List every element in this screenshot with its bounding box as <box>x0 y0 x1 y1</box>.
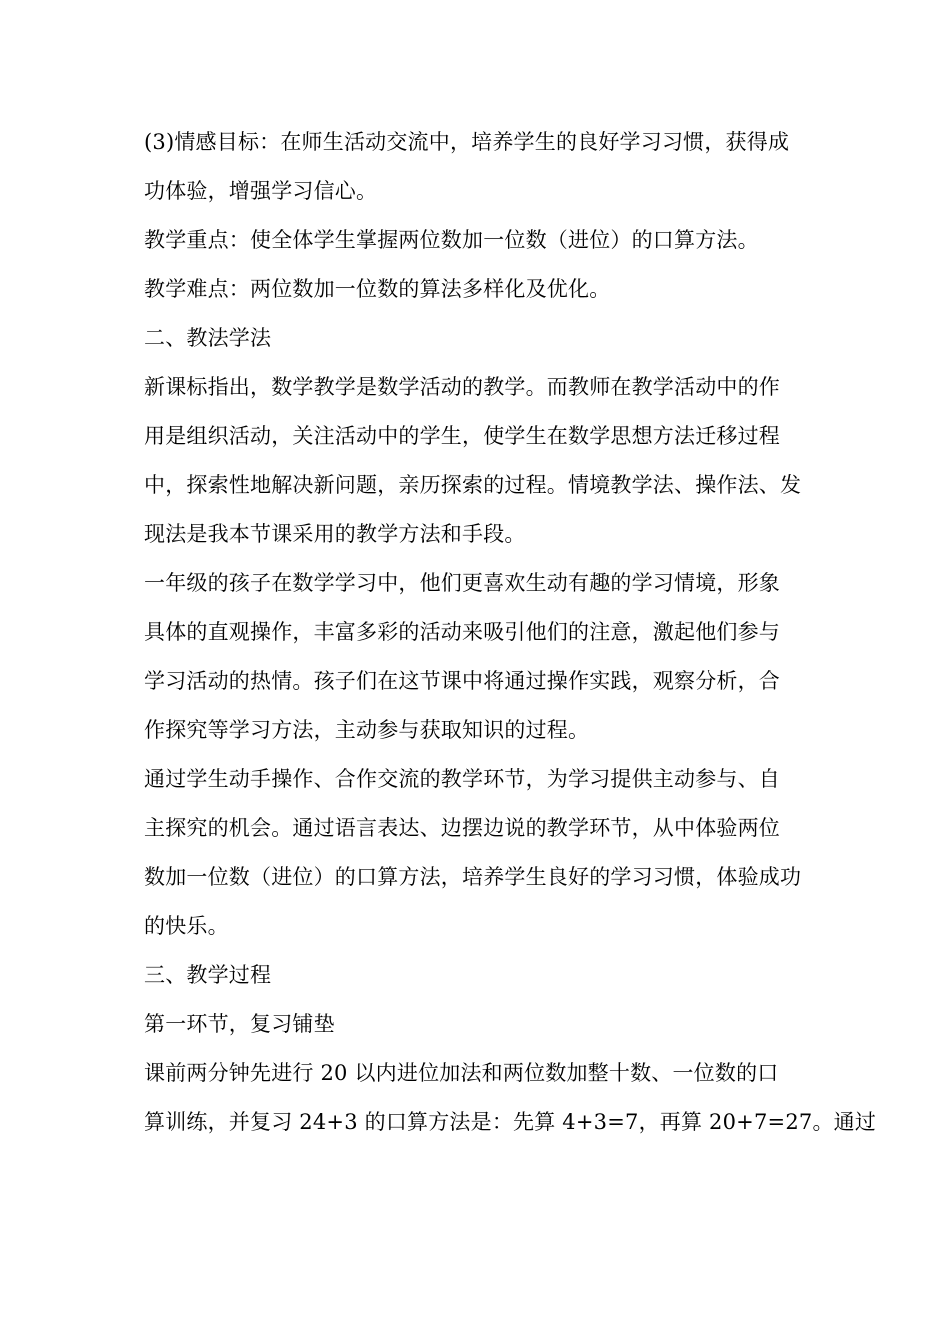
text-line: 课前两分钟先进行 20 以内进位加法和两位数加整十数、一位数的口 <box>144 1061 779 1085</box>
heading-line: 二、教法学法 <box>144 326 272 350</box>
text-line: 教学重点：使全体学生掌握两位数加一位数（进位）的口算方法。 <box>144 228 759 252</box>
step-one-heading <box>144 1000 810 1049</box>
text-line: 教学难点：两位数加一位数的算法多样化及优化。 <box>144 277 611 301</box>
document-page <box>144 118 877 1147</box>
text-line: 具体的直观操作，丰富多彩的活动来吸引他们的注意，激起他们参与 <box>144 620 780 644</box>
section-heading-process <box>144 951 810 1000</box>
paragraph-teaching-difficulty <box>144 265 810 314</box>
heading-line: 第一环节，复习铺垫 <box>144 1012 335 1036</box>
text-line: (3)情感目标：在师生活动交流中，培养学生的良好学习习惯，获得成 <box>144 130 790 154</box>
text-line: 用是组织活动，关注活动中的学生，使学生在数学思想方法迁移过程 <box>144 424 780 448</box>
heading-line: 三、教学过程 <box>144 963 272 987</box>
text-line: 数加一位数（进位）的口算方法，培养学生良好的学习习惯，体验成功 <box>144 865 802 889</box>
text-line: 功体验，增强学习信心。 <box>144 179 378 203</box>
paragraph-hands-on-activities <box>144 755 810 951</box>
paragraph-emotional-goal <box>144 118 810 216</box>
text-line: 作探究等学习方法，主动参与获取知识的过程。 <box>144 718 590 742</box>
text-line: 的快乐。 <box>144 914 229 938</box>
paragraph-teaching-key-point <box>144 216 810 265</box>
paragraph-pre-class-practice <box>144 1049 877 1147</box>
paragraph-curriculum-standard <box>144 363 810 559</box>
text-line: 中，探索性地解决新问题，亲历探索的过程。情境教学法、操作法、发 <box>144 473 802 497</box>
text-line: 现法是我本节课采用的教学方法和手段。 <box>144 522 526 546</box>
text-line: 一年级的孩子在数学学习中，他们更喜欢生动有趣的学习情境，形象 <box>144 571 780 595</box>
paragraph-first-grade-children <box>144 559 810 755</box>
text-line: 主探究的机会。通过语言表达、边摆边说的教学环节，从中体验两位 <box>144 816 780 840</box>
text-line: 新课标指出，数学教学是数学活动的教学。而教师在教学活动中的作 <box>144 375 780 399</box>
section-heading-methods <box>144 314 810 363</box>
text-line: 学习活动的热情。孩子们在这节课中将通过操作实践，观察分析，合 <box>144 669 780 693</box>
text-line: 通过学生动手操作、合作交流的教学环节，为学习提供主动参与、自 <box>144 767 780 791</box>
text-line: 算训练，并复习 24+3 的口算方法是：先算 4+3=7，再算 20+7=27。通过 <box>144 1110 877 1134</box>
